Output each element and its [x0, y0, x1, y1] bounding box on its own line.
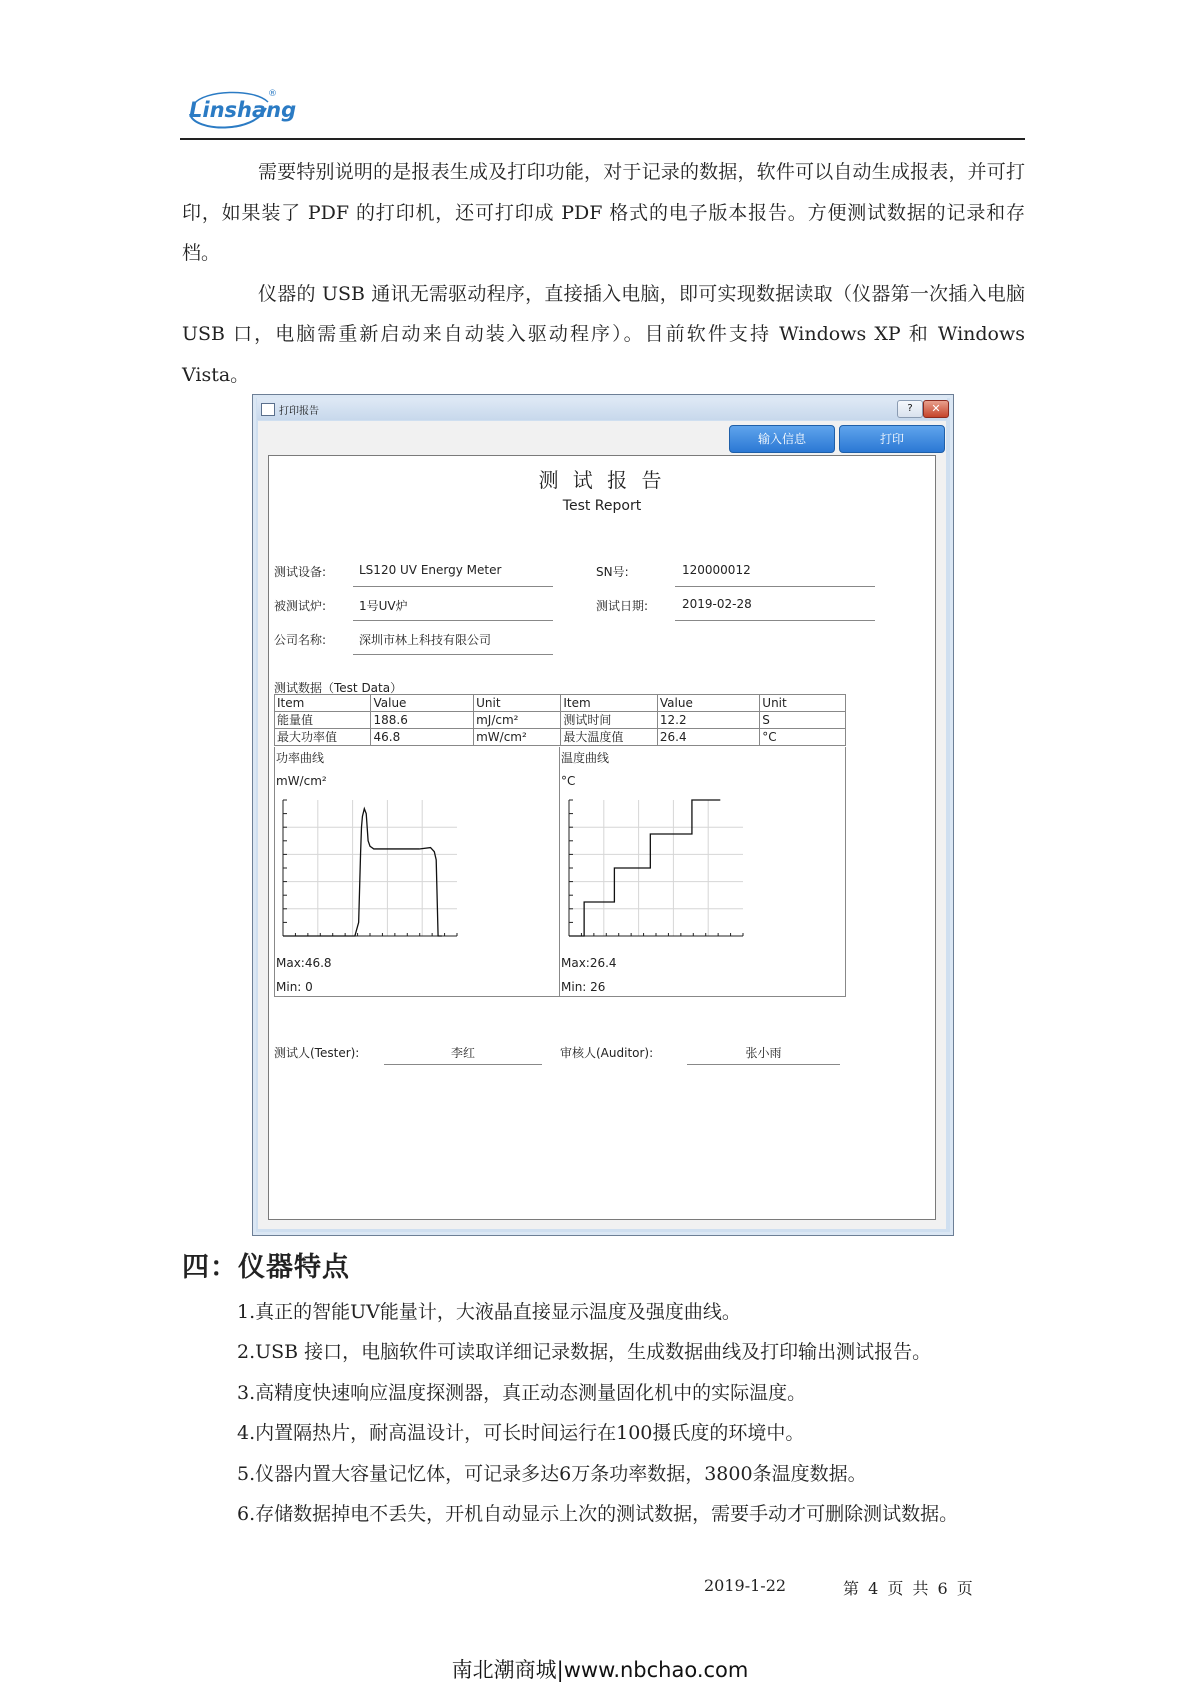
help-button[interactable]: ? — [897, 400, 923, 418]
print-button[interactable]: 打印 — [839, 425, 945, 453]
table-cell: S — [760, 712, 846, 729]
report-page — [268, 455, 936, 1220]
report-subtitle: Test Report — [562, 498, 642, 514]
power-chart-title: 功率曲线 — [276, 751, 325, 765]
close-button[interactable]: ✕ — [923, 400, 949, 418]
header-rule — [180, 138, 1025, 140]
feature-item: 6.存储数据掉电不丢失，开机自动显示上次的测试数据，需要手动才可删除测试数据。 — [237, 1503, 959, 1525]
table-cell: 188.6 — [371, 712, 474, 729]
temp-chart — [565, 796, 751, 944]
input-info-button[interactable]: 输入信息 — [729, 425, 835, 453]
table-header-cell: Value — [371, 695, 474, 712]
table-cell: 12.2 — [657, 712, 759, 729]
intro-paragraphs — [182, 152, 1025, 395]
table-cell: mW/cm² — [474, 729, 561, 746]
table-header-cell: Unit — [474, 695, 561, 712]
feature-item: 3.高精度快速响应温度探测器，真正动态测量固化机中的实际温度。 — [237, 1382, 807, 1404]
table-header-cell: Item — [561, 695, 657, 712]
window-client — [258, 421, 946, 1229]
window-titlebar — [257, 398, 947, 420]
table-header-cell: Item — [275, 695, 371, 712]
date-underline — [675, 620, 875, 621]
power-chart-min: Min: 0 — [276, 980, 313, 994]
table-cell: 测试时间 — [561, 712, 657, 729]
temp-chart-unit: °C — [561, 774, 576, 788]
temp-chart-max: Max:26.4 — [561, 956, 617, 970]
table-cell: mJ/cm² — [474, 712, 561, 729]
report-title: 测 试 报 告 — [538, 468, 666, 492]
linshang-logo — [184, 84, 297, 134]
test-data-table — [274, 694, 846, 746]
feature-item: 4.内置隔热片，耐高温设计，可长时间运行在100摄氏度的环境中。 — [237, 1422, 805, 1444]
power-chart — [279, 796, 465, 944]
furnace-underline — [353, 620, 553, 621]
series-line — [283, 809, 442, 936]
table-cell: 46.8 — [371, 729, 474, 746]
footer-date: 2019-1-22 — [704, 1576, 787, 1595]
logo-wordmark: Linshang — [189, 98, 297, 122]
window-title: 打印报告 — [279, 406, 319, 417]
furnace-value: 1号UV炉 — [359, 599, 408, 613]
section-title: 四：仪器特点 — [182, 1252, 350, 1283]
tester-value: 李红 — [450, 1046, 475, 1060]
temp-chart-title: 温度曲线 — [561, 751, 610, 765]
auditor-underline — [687, 1064, 840, 1065]
paragraph-report: 需要特别说明的是报表生成及打印功能，对于记录的数据，软件可以自动生成报表，并可打印，如果装了 PDF 的打印机，还可打印成 PDF 格式的电子版本报告。方便测试数据的记录和存档。 — [182, 161, 1025, 264]
app-icon — [261, 403, 275, 416]
auditor-label: 审核人(Auditor): — [560, 1046, 654, 1060]
date-label: 测试日期: — [596, 599, 649, 613]
tester-label: 测试人(Tester): — [274, 1046, 360, 1060]
table-cell: 26.4 — [657, 729, 759, 746]
table-row — [275, 729, 846, 746]
device-underline — [353, 586, 553, 587]
table-cell: 能量值 — [275, 712, 371, 729]
temp-chart-min: Min: 26 — [561, 980, 606, 994]
charts-divider — [559, 747, 560, 996]
paragraph-usb: 仪器的 USB 通讯无需驱动程序，直接插入电脑，即可实现数据读取（仪器第一次插入电脑 USB 口，电脑需重新启动来自动装入驱动程序）。目前软件支持 Windows XP 和 Windows Vista。 — [182, 282, 1025, 386]
sn-label: SN号: — [596, 565, 629, 579]
table-header-cell: Unit — [760, 695, 846, 712]
table-header-row — [275, 695, 846, 712]
footer-site: 南北潮商城|www.nbchao.com — [451, 1658, 749, 1682]
registered-mark: ® — [268, 89, 277, 99]
table-row — [275, 712, 846, 729]
table-cell: °C — [760, 729, 846, 746]
sn-underline — [675, 586, 875, 587]
company-label: 公司名称: — [274, 633, 327, 647]
print-report-window — [252, 394, 954, 1236]
table-cell: 最大温度值 — [561, 729, 657, 746]
sn-value: 120000012 — [682, 563, 751, 577]
device-value: LS120 UV Energy Meter — [359, 563, 502, 577]
power-chart-max: Max:46.8 — [276, 956, 332, 970]
auditor-value: 张小雨 — [745, 1046, 782, 1060]
series-line — [569, 800, 720, 936]
test-data-caption: 测试数据（Test Data） — [274, 681, 403, 695]
tester-underline — [384, 1064, 542, 1065]
company-value: 深圳市林上科技有限公司 — [359, 633, 492, 647]
power-chart-unit: mW/cm² — [276, 774, 327, 788]
footer-page-number: 第 4 页 共 6 页 — [843, 1579, 975, 1598]
date-value: 2019-02-28 — [682, 597, 752, 611]
feature-item: 5.仪器内置大容量记忆体，可记录多达6万条功率数据，3800条温度数据。 — [237, 1463, 867, 1485]
feature-item: 2.USB 接口，电脑软件可读取详细记录数据，生成数据曲线及打印输出测试报告。 — [237, 1341, 932, 1363]
table-header-cell: Value — [657, 695, 759, 712]
device-label: 测试设备: — [274, 565, 327, 579]
feature-item: 1.真正的智能UV能量计，大液晶直接显示温度及强度曲线。 — [237, 1301, 741, 1323]
company-underline — [353, 654, 553, 655]
furnace-label: 被测试炉: — [274, 599, 327, 613]
table-cell: 最大功率值 — [275, 729, 371, 746]
